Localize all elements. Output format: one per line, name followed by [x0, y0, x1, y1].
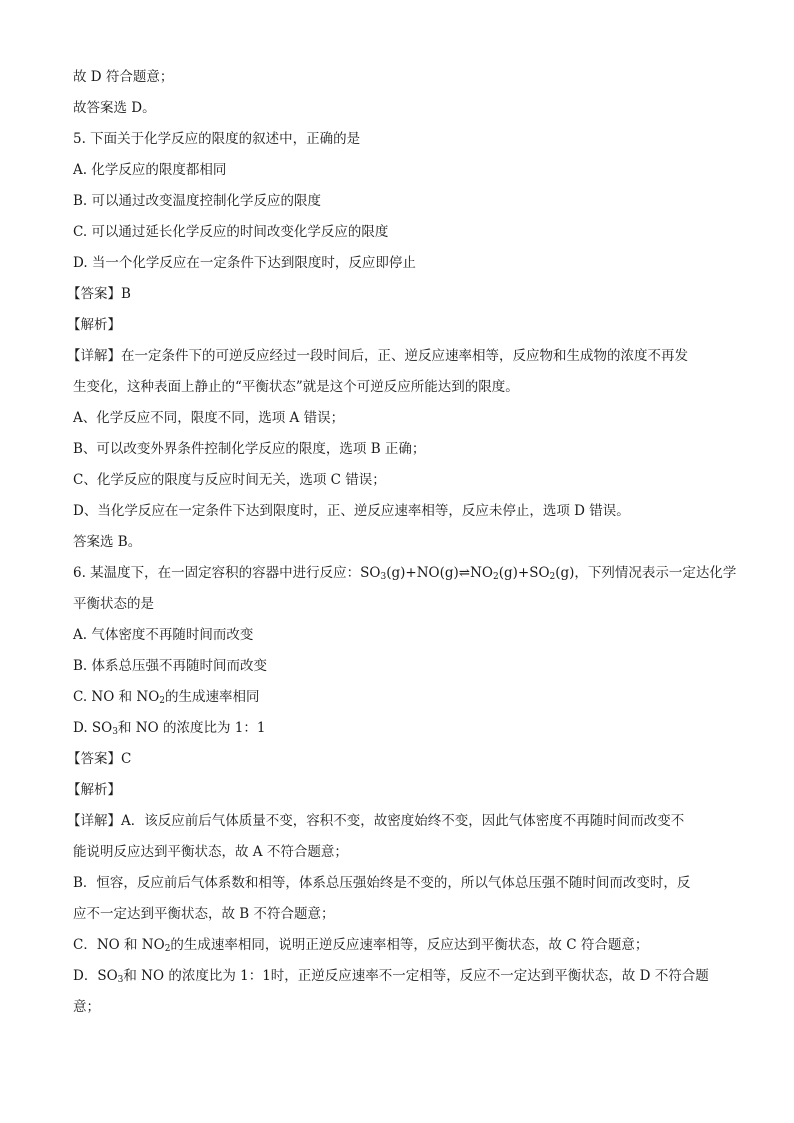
question-6-explain-d: D．$SO_3$和 NO 的浓度比为 1：1时，正逆反应速率不一定相等，反应不一定达到平衡状态，故 D 不符合题 — [73, 968, 709, 985]
question-5-detail-cont: 生变化，这种表面上静止的“平衡状态”就是这个可逆反应所能达到的限度。 — [73, 379, 519, 395]
text-line: 故答案选 D。 — [73, 100, 156, 116]
question-6-explain-b-cont: 应不一定达到平衡状态，故 B 不符合题意； — [73, 906, 335, 922]
analysis-label: 【解析】 — [67, 782, 121, 798]
question-5-detail: 【详解】在一定条件下的可逆反应经过一段时间后，正、逆反应速率相等，反应物和生成物的浓度不再发 — [67, 348, 688, 364]
question-5-stem: 5. 下面关于化学反应的限度的叙述中，正确的是 — [73, 131, 361, 147]
question-5-answer — [67, 279, 723, 310]
question-5-explain-d: D、当化学反应在一定条件下达到限度时，正、逆反应速率相等，反应未停止，选项 D 错误。 — [73, 503, 630, 519]
question-6-stem: 6. 某温度下，在一固定容积的容器中进行反应：$SO_3(g)+NO(g)\rightleftharpoons NO_2(g)+SO_2(g)$，下列情况表示一定达化学 — [73, 565, 737, 582]
question-6-explain-d-cont: 意； — [73, 999, 100, 1015]
question-6-option-a: A. 气体密度不再随时间而改变 — [73, 627, 254, 643]
answer-label: 【答案】C — [67, 751, 132, 767]
question-5-explain-b: B、可以改变外界条件控制化学反应的限度，选项 B 正确； — [73, 441, 426, 457]
analysis-label: 【解析】 — [67, 317, 121, 333]
answer-label: 【答案】B — [67, 286, 131, 302]
question-5-option-d: D. 当一个化学反应在一定条件下达到限度时，反应即停止 — [73, 255, 416, 271]
question-6-explain-c: C．NO 和 $NO_2$的生成速率相同，说明正逆反应速率相等，反应达到平衡状态，故 C 符合题意； — [73, 937, 649, 954]
question-5-option-a: A. 化学反应的限度都相同 — [73, 162, 227, 178]
question-5-conclusion: 答案选 B。 — [73, 534, 142, 550]
question-6-analysis-heading — [67, 775, 723, 806]
question-6-option-c: C. NO 和 $NO_2$的生成速率相同 — [73, 689, 260, 706]
question-6-answer — [67, 744, 723, 775]
question-6-explain-b: B．恒容，反应前后气体系数和相等，体系总压强始终是不变的，所以气体总压强不随时间而改变时，反 — [73, 875, 691, 891]
question-5-option-b: B. 可以通过改变温度控制化学反应的限度 — [73, 193, 322, 209]
question-6-stem-cont: 平衡状态的是 — [73, 596, 154, 612]
question-5-explain-c: C、化学反应的限度与反应时间无关，选项 C 错误； — [73, 472, 386, 488]
question-6-option-d: D. $SO_3$和 NO 的浓度比为 1：1 — [73, 720, 266, 737]
question-6-detail: 【详解】A．该反应前后气体质量不变，容积不变，故密度始终不变，因此气体密度不再随时间而改变不 — [67, 813, 685, 829]
question-6-detail-cont: 能说明反应达到平衡状态，故 A 不符合题意； — [73, 844, 348, 860]
question-6-option-b: B. 体系总压强不再随时间而改变 — [73, 658, 268, 674]
text-line: 故 D 符合题意； — [73, 69, 174, 85]
question-5-analysis-heading — [67, 310, 723, 341]
question-5-explain-a: A、化学反应不同，限度不同，选项 A 错误； — [73, 410, 345, 426]
question-5-option-c: C. 可以通过延长化学反应的时间改变化学反应的限度 — [73, 224, 389, 240]
document-page — [67, 62, 737, 1023]
